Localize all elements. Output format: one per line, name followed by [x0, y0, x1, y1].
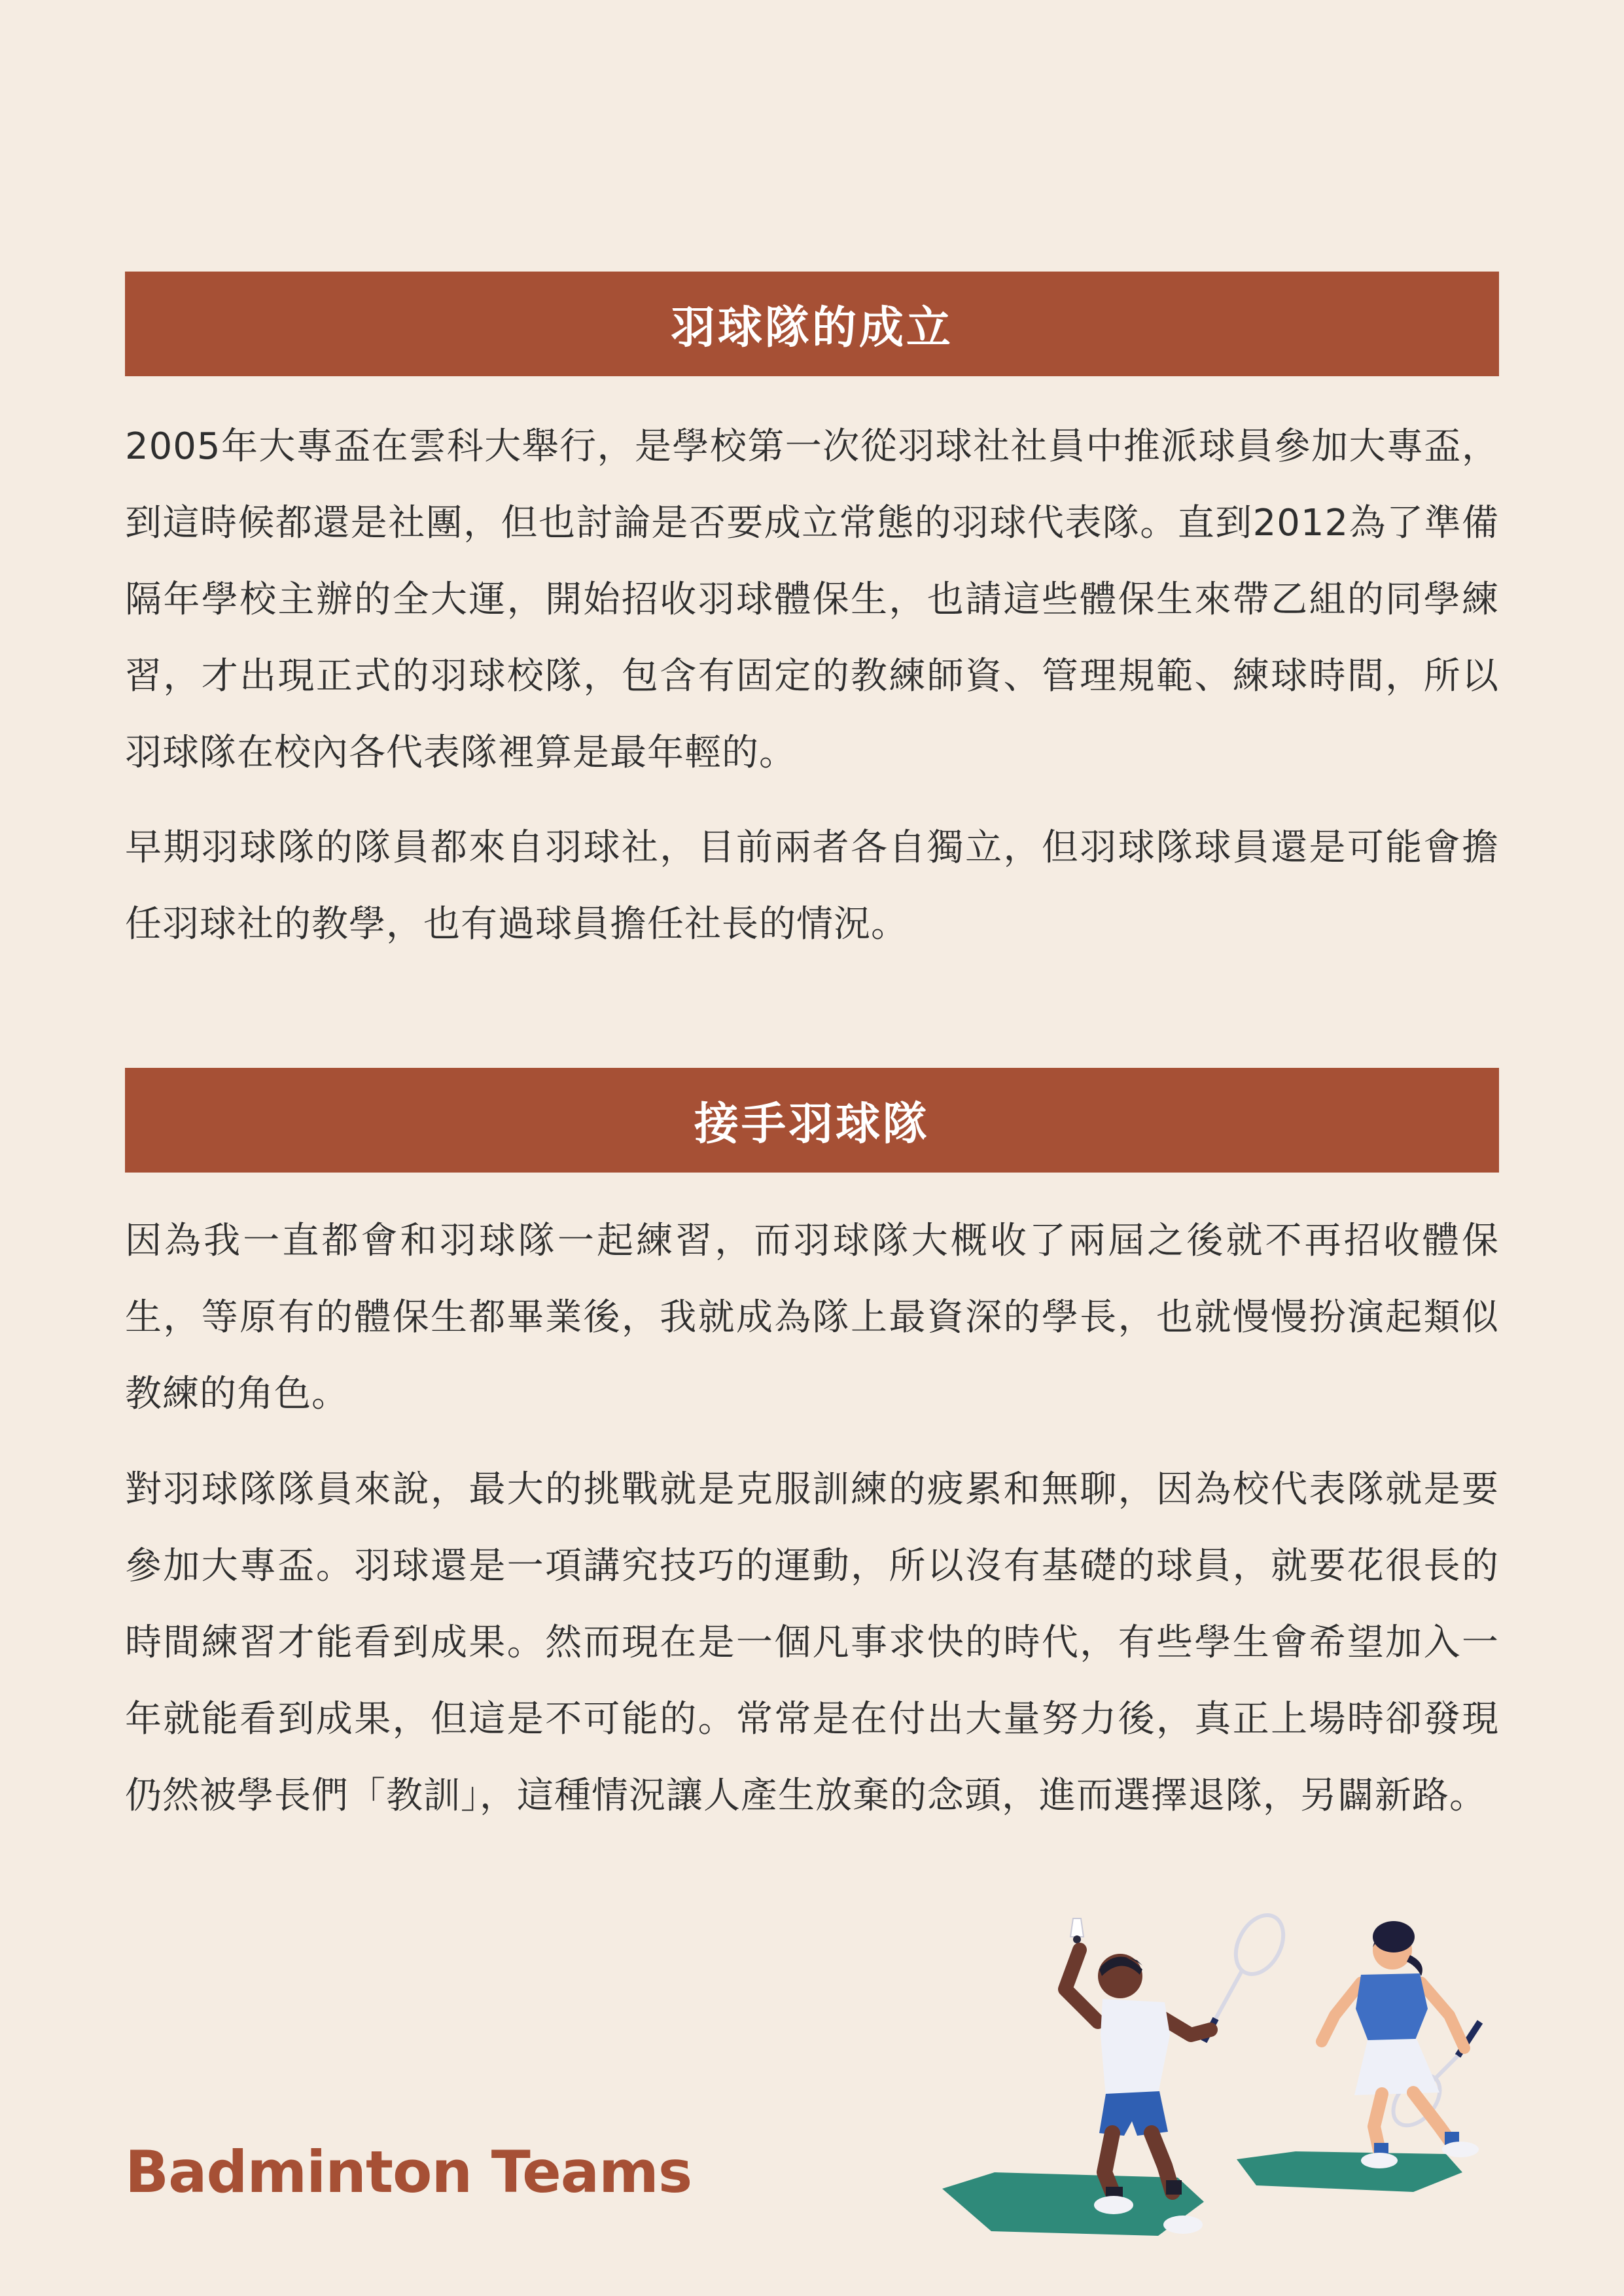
- paragraph: 因為我一直都會和羽球隊一起練習，而羽球隊大概收了兩屆之後就不再招收體保生，等原有的體保生都畢業後，我就成為隊上最資深的學長，也就慢慢扮演起類似教練的角色。: [125, 1220, 1499, 1415]
- badminton-players-illustration: [929, 1884, 1518, 2251]
- shuttlecock-icon: [1070, 1918, 1084, 1943]
- section-title: 羽球隊的成立: [670, 302, 953, 354]
- racket-icon: [1204, 1907, 1293, 2041]
- brand-title: Badminton Teams: [125, 2138, 692, 2206]
- section-header-founding: [125, 272, 1499, 376]
- paragraph: 2005年大專盃在雲科大舉行，是學校第一次從羽球社社員中推派球員參加大專盃，到這時候都還是社團，但也討論是否要成立常態的羽球代表隊。直到2012為了準備隔年學校主辦的全大運，開始招收羽球體保生，也請這些體保生來帶乙組的同學練習，才出現正式的羽球校隊，包含有固定的教練師資、管理規範、練球時間，所以羽球隊在校內各代表隊裡算是最年輕的。: [125, 425, 1499, 774]
- player-woman: [1322, 1921, 1480, 2168]
- section-title: 接手羽球隊: [694, 1098, 930, 1150]
- paragraph: 早期羽球隊的隊員都來自羽球社，目前兩者各自獨立，但羽球隊球員還是可能會擔任羽球社的教學，也有過球員擔任社長的情況。: [125, 826, 1499, 945]
- section-header-takeover: [125, 1068, 1499, 1173]
- court-shadow: [1237, 2151, 1462, 2192]
- paragraph: 對羽球隊隊員來說，最大的挑戰就是克服訓練的疲累和無聊，因為校代表隊就是要參加大專盃。羽球還是一項講究技巧的運動，所以沒有基礎的球員，就要花很長的時間練習才能看到成果。然而現在是一個凡事求快的時代，有些學生會希望加入一年就能看到成果，但這是不可能的。常常是在付出大量努力後，真正上場時卻發現仍然被學長們「教訓」，這種情況讓人產生放棄的念頭，進而選擇退隊，另闢新路。: [125, 1468, 1499, 1817]
